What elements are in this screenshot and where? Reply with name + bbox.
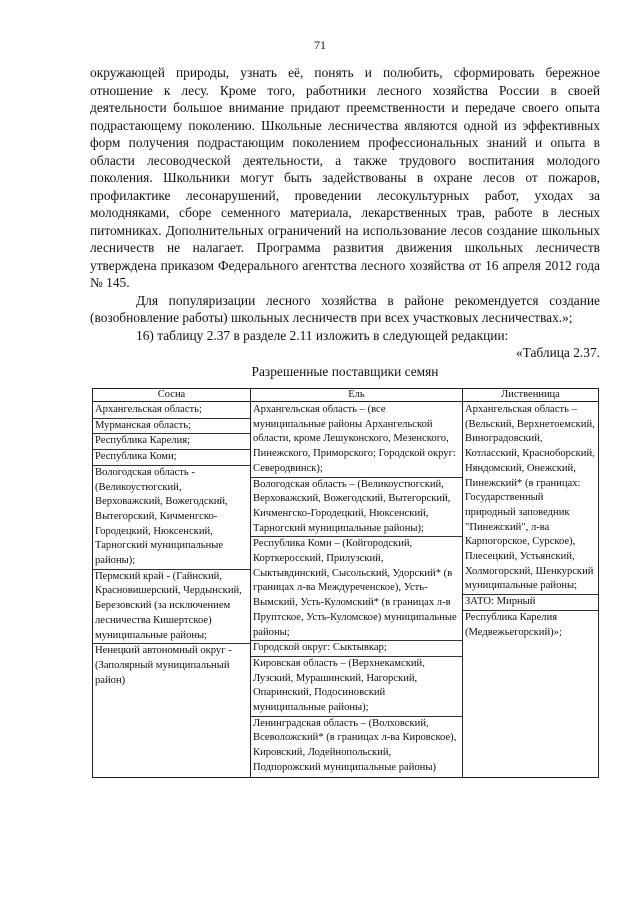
cell-sosna	[93, 402, 251, 778]
list-item: ЗАТО: Мирный	[463, 594, 598, 610]
page-number: 71	[314, 38, 326, 52]
paragraph: 16) таблицу 2.37 в разделе 2.11 изложить в следующей редакции:	[136, 327, 509, 343]
paragraph: окружающей природы, узнать её, понять и полюбить, сформировать бережное отношение к лесу. Кроме того, работники лесного хозяйства России в своей деятельности большое внимание придают преемственности и передаче своего опыта подрастающему поколению. Школьные лесничества являются одной из эффективных форм получения подрастающим поколением профессиональных знаний и опыта в области лесоводческой деятельности, а также трудового воспитания молодого поколения. Школьники могут быть задействованы в охране лесов от пожаров, профилактике лесонарушений, проведении лесокультурных работ, уходах за молодняками, сборе семенного материала, лекарственных трав, работе в лесных питомниках. Дополнительных ограничений на использование лесов создание школьных лесничеств не налагает. Программа развития движения школьных лесничеств утверждена приказом Федерального агентства лесного хозяйства от 16 апреля 2012 года № 145.	[90, 65, 600, 290]
table-title: Разрешенные поставщики семян	[251, 364, 439, 379]
list-item: Городской округ: Сыктывкар;	[251, 640, 462, 656]
list-item: Ленинградская область – (Волховский, Всеволожский* (в границах л-ва Кировское), Кировский, Лодейнопольский, Подпорожский муниципальные районы)	[251, 716, 462, 776]
list-item: Ненецкий автономный округ - (Заполярный муниципальный район)	[93, 643, 250, 688]
cell-listvennitsa	[463, 402, 599, 778]
list-item: Мурманская область;	[93, 418, 250, 434]
list-item: Республика Коми – (Койгородский, Корткеросский, Прилузский, Сыктывдинский, Сысольский, Удорский* (в границах л-ва Междуреченское), Усть-Вымский, Усть-Куломский* (в границах л-в Пруптское, Усть-Куломское) муниципальные районы;	[251, 536, 462, 640]
list-item: Архангельская область – (все муниципальные районы Архангельской области, кроме Лешуконского, Мезенского, Пинежского, Приморского; Городской округ: Северодвинск);	[253, 404, 456, 474]
list-item: Кировская область – (Верхнекамский, Лузский, Мурашинский, Нагорский, Опаринский, Подосиновский муниципальные районы);	[251, 656, 462, 716]
list-item: Республика Карелия;	[93, 433, 250, 449]
list-item: Пермский край - (Гайнский, Красновишерский, Чердынский, Березовский (за исключением лесничества Кишертское) муниципальные районы;	[93, 569, 250, 644]
table-header-row	[93, 389, 599, 402]
list-item: Архангельская область;	[95, 404, 202, 415]
list-item: Республика Коми;	[93, 449, 250, 465]
page-body	[90, 64, 600, 778]
list-item: Вологодская область - (Великоустюгский, Верховажский, Вожегодский, Вытегорский, Кичменгско-Городецкий, Нюксенский, Тарногский муниципальные районы);	[93, 465, 250, 569]
seed-suppliers-table	[92, 388, 599, 778]
paragraph: Для популяризации лесного хозяйства в районе рекомендуется создание (возобновление работы) школьных лесничеств при всех участковых лесничествах.»;	[90, 292, 600, 325]
table-reference: «Таблица 2.37.	[515, 345, 600, 360]
cell-el	[251, 402, 463, 778]
column-header-sosna: Сосна	[93, 389, 251, 402]
column-header-el: Ель	[251, 389, 463, 402]
table-row	[93, 402, 599, 778]
list-item: Вологодская область – (Великоустюгский, Верховажский, Вожегодский, Вытегорский, Кичменгско-Городецкий, Нюксенский, Тарногский муниципальные районы);	[251, 477, 462, 537]
list-item: Архангельская область – (Вельский, Верхнетоемский, Виноградовский, Котласский, Красноборский, Няндомский, Онежский, Пинежский* (в границах: Государственный природный заповедник "Пинежский", л-ва Карпогорское, Сурское), Плесецкий, Устьянский, Холмогорский, Шенкурский муниципальные районы;	[465, 404, 595, 592]
column-header-listvennitsa: Лиственница	[463, 389, 599, 402]
list-item: Республика Карелия (Медвежьегорский)»;	[463, 610, 598, 640]
